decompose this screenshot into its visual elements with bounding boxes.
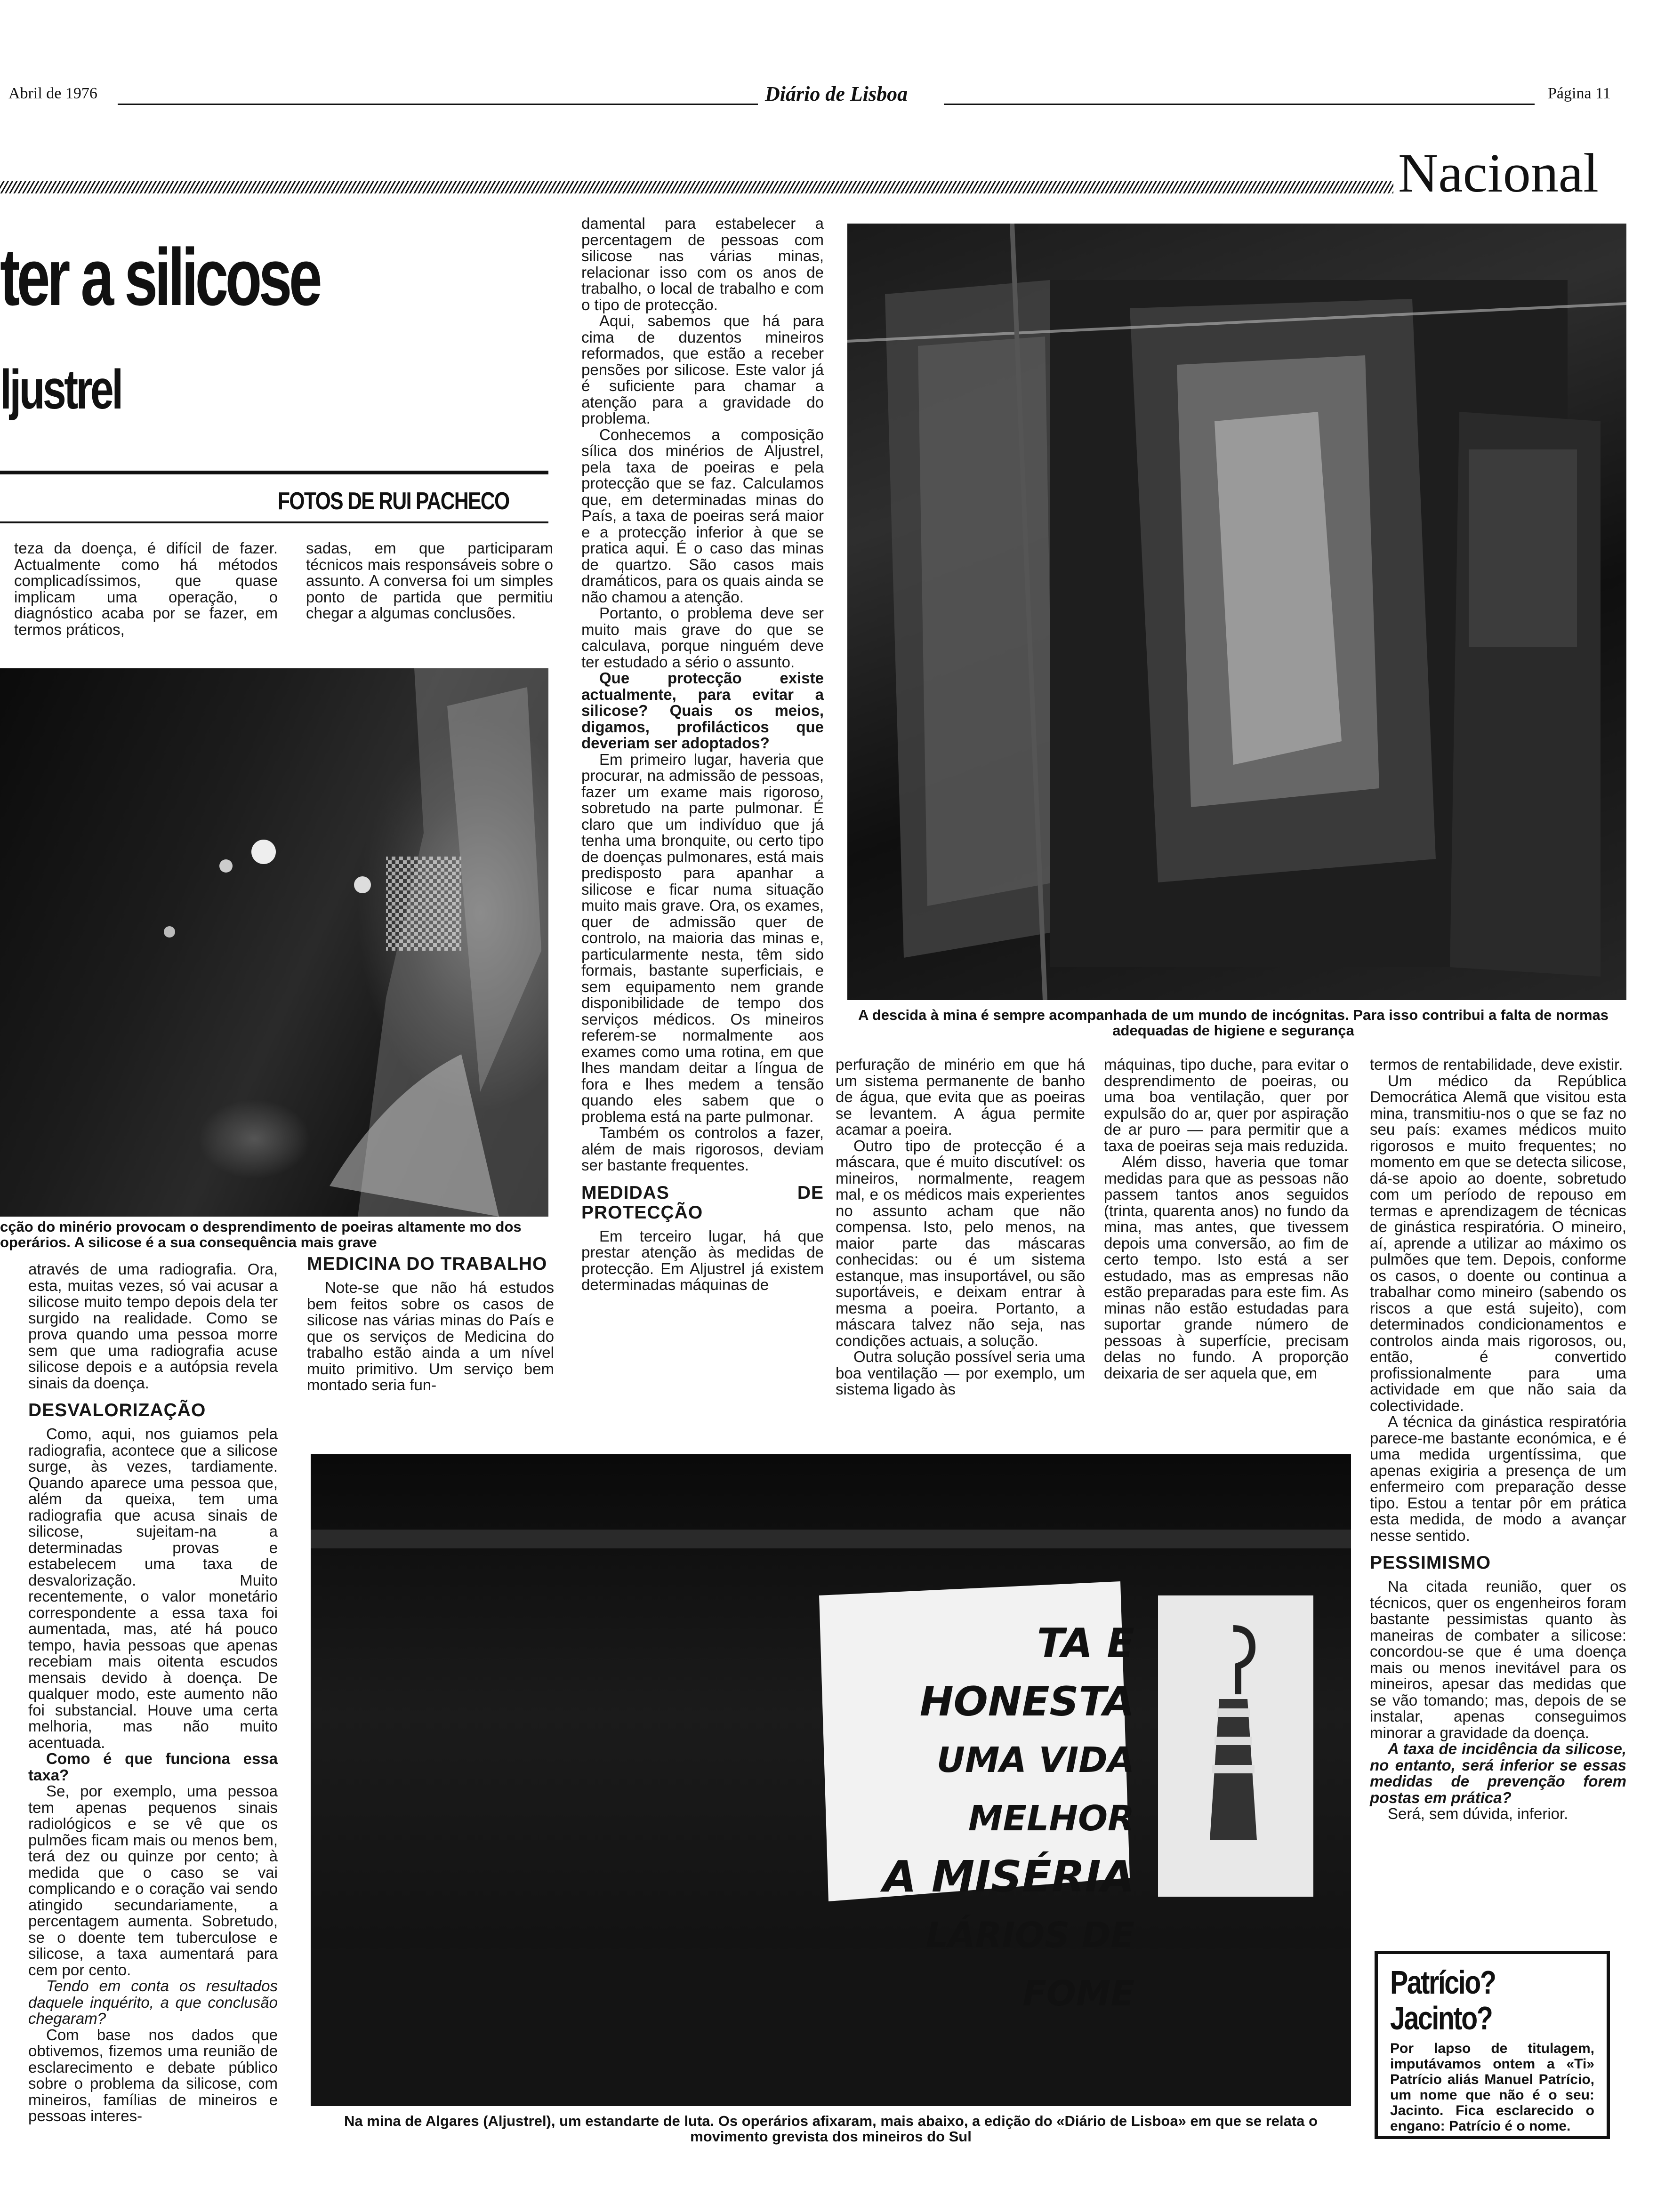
col-b-bottom [307, 1254, 554, 1394]
photo2-texture [847, 224, 1626, 1000]
correction-box [1375, 1951, 1610, 2139]
correction-title-1: Patrício? [1390, 1964, 1496, 2001]
paragraph: sadas, em que participaram técnicos mais responsáveis sobre o assunto. A conversa foi um simples ponto de partida que permitiu chegar a algumas conclusões. [306, 539, 553, 622]
photo-protest-banner [311, 1454, 1351, 2106]
paragraph: Portanto, o problema deve ser muito mais grave do que se calculava, porque ninguém deve ter estudado a sério o assunto. [581, 604, 824, 671]
subhead-medicina: MEDICINA DO TRABALHO [307, 1254, 547, 1274]
paragraph: Outro tipo de protecção é a máscara, que é muito discutível: os mineiros, normalmente, reagem mal, e os médicos mais experientes no assunto acham que não compensa. Isto, pelo menos, na maior parte das máscaras conhecidas: ou é um sistema estanque, mas insuportável, ou são suportáveis, e deixam entrar à mesma a poeira. Portanto, a máscara talvez não seja, nas condições actuais, a solução. [836, 1137, 1085, 1349]
interview-question: Que protecção existe actualmente, para evitar a silicose? Quais os meios, digamos, profilácticos que deveriam ser adoptados? [581, 669, 824, 752]
paragraph: Um médico da República Democrática Alemã que visitou esta mina, transmitiu-nos o que se faz no seu país: exames médicos muito rigorosos e muito frequentes; no momento em que se detecta silicose, dá-se apoio ao doente, sobretudo com um período de repouso em termas e aprendizagem de técnicas de ginástica respiratória. O mineiro, aí, aprende a utilizar ao máximo os pulmões que tem. Depois, conforme os casos, o doente ou continua a trabalhar como mineiro (sabendo os riscos a que está sujeito), com determinados condicionamentos e controlos ainda mais rigorosos, ou, então, é convertido profissionalmente para uma actividade em que não saia da colectividade. [1370, 1072, 1626, 1414]
paragraph: Com base nos dados que obtivemos, fizemos uma reunião de esclarecimento e debate público sobre o problema da silicose, com mineiros, famílias de mineiros e pessoas interes- [28, 2026, 278, 2124]
banner-line-3: A MISÉRIA [883, 1851, 1134, 1902]
headline-subtitle: ljustrel [0, 359, 121, 421]
page-number: Página 11 [1548, 85, 1611, 102]
banner-text [824, 1614, 1134, 2023]
col-e [1104, 1057, 1349, 1381]
interview-question: Como é que funciona essa taxa? [28, 1750, 278, 1784]
paragraph: Em terceiro lugar, há que prestar atenção às medidas de protecção. Em Aljustrel já existem determinadas máquinas de [581, 1227, 824, 1293]
subhead-medidas: MEDIDAS DE PROTECÇÃO [581, 1182, 824, 1223]
credit-rule [0, 521, 548, 523]
col-a-top [14, 540, 278, 638]
paragraph: Se, por exemplo, uma pessoa tem apenas pequenos sinais radiológicos e se vê que os pulmões ficam mais ou menos bem, terá dez ou quinze por cento; à medida que o caso se vai complicando e o coração vai sendo atingido secundariamente, a percentagem aumenta. Sobretudo, se o doente tem tuberculose e silicose, a taxa aumentará para cem por cento. [28, 1782, 278, 1979]
photo3-caption: Na mina de Algares (Aljustrel), um estandarte de luta. Os operários afixaram, mais abaixo, a edição do «Diário de Lisboa» em que se relata o movimento grevista dos mineiros do Sul [344, 2113, 1318, 2145]
photo-mine-descent [847, 224, 1626, 1000]
headline-rule [0, 471, 548, 474]
correction-title-2: Jacinto? [1390, 2000, 1492, 2036]
photo-miners-underground [0, 668, 548, 1217]
banner-line-4: LÁRIOS DE FOME [926, 1915, 1134, 2014]
paragraph: Como, aqui, nos guiamos pela radiografia, acontece que a silicose surge, às vezes, tardiamente. Quando aparece uma pessoa que, além da queixa, tem uma radiografia que acusa sinais de silicose, sujeitam-na a determinadas provas e estabelecem uma taxa de desvalorização. Muito recentemente, o valor monetário correspondente a essa taxa foi aumentada, mas, até há pouco tempo, havia pessoas que apenas recebiam mais oitenta escudos mensais devido à doença. De qualquer modo, este aumento não foi substancial. Houve uma certa melhoria, mas não muito acentuada. [28, 1425, 278, 1751]
issue-date: Abril de 1976 [8, 85, 97, 102]
paragraph: Note-se que não há estudos bem feitos sobre os casos de silicose nas várias minas do País e que os serviços de Medicina do trabalho estão ainda a um nível muito primitivo. Um serviço bem montado seria fun- [307, 1279, 554, 1394]
col-d [836, 1057, 1085, 1398]
photo2-caption: A descida à mina é sempre acompanhada de um mundo de incógnitas. Para isso contribui a falta de normas adequadas de higiene e segurança [858, 1007, 1609, 1039]
newspaper-name: Diário de Lisboa [765, 82, 908, 105]
masthead-rule-right [944, 104, 1535, 105]
photo1-caption: cção do minério provocam o desprendimento de poeiras altamente mo dos operários. A silicose é a sua consequência mais grave [0, 1218, 522, 1250]
paragraph: termos de rentabilidade, deve existir. [1370, 1056, 1623, 1073]
paragraph: Aqui, sabemos que há para cima de duzentos mineiros reformados, que estão a receber pensões por silicose. Este valor já é suficiente para chamar a atenção para a gravidade do problema. [581, 312, 824, 427]
headline-title: ter a silicose [0, 232, 319, 322]
col-f [1370, 1057, 1626, 1822]
paragraph: perfuração de minério em que há um sistema permanente de banho de água, que evita que as poeiras se levantem. A água permite acamar a poeira. [836, 1056, 1085, 1138]
col-c [581, 216, 824, 1293]
photo-credit: FOTOS DE RUI PACHECO [278, 488, 509, 515]
subhead-pessimismo: PESSIMISMO [1370, 1553, 1491, 1573]
paragraph: Será, sem dúvida, inferior. [1388, 1805, 1569, 1822]
paragraph: Em primeiro lugar, haveria que procurar, na admissão de pessoas, fazer um exame mais rigoroso, sobretudo na parte pulmonar. É claro que um indivíduo que já tenha uma bronquite, ou certo tipo de doenças pulmonares, está mais predisposto para apanhar a silicose e ficar numa situação muito mais grave. Ora, os exames, quer de admissão quer de controlo, na maioria das minas e, particularmente nesta, têm sido formais, bastante superficiais, e sem equipamento nem grande disponibilidade de tempo dos serviços médicos. Os mineiros referem-se normalmente aos exames como uma rotina, em que lhes mandam deitar a língua de fora e lhes medem a tensão quando eles sabem que o problema está na parte pulmonar. [581, 750, 824, 1125]
paragraph: Além disso, haveria que tomar medidas para que as pessoas não passem tantos anos seguidos (trinta, quarenta anos) no fundo da mina, mas antes, que tivessem depois uma conversão, ao fim de certo tempo. Isto está a ser estudado, mas as empresas não estão preparadas para este fim. As minas não estão estudadas para suportar grande número de pessoas à superfície, precisam delas no fundo. A proporção deixaria de ser aquela que, em [1104, 1153, 1349, 1382]
masthead [0, 75, 1657, 108]
interview-question: Tendo em conta os resultados daquele inquérito, a que conclusão chegaram? [28, 1977, 278, 2027]
banner-line-2: UMA VIDA MELHOR [936, 1740, 1134, 1839]
photo-texture [0, 668, 548, 1217]
correction-text: Por lapso de titulagem, imputávamos ontem a «Ti» Patrício aliás Manuel Patrício, um nome que não é o seu: Jacinto. Fica esclarecido o engano: Patrício é o nome. [1390, 2041, 1594, 2134]
col-a-bottom [28, 1261, 278, 2124]
paragraph: Outra solução possível seria uma boa ventilação — por exemplo, um sistema ligado às [836, 1348, 1085, 1398]
section-title: Nacional [1398, 142, 1599, 204]
interview-question: A taxa de incidência da silicose, no entanto, será inferior se essas medidas de prevenção forem postas em prática? [1370, 1740, 1626, 1806]
paragraph: através de uma radiografia. Ora, esta, muitas vezes, só vai acusar a silicose muito tempo depois dela ter surgido na realidade. Como se prova quando uma pessoa morre sem que uma radiografia acuse silicose depois e a autópsia revela sinais da doença. [28, 1260, 278, 1392]
paragraph: Na citada reunião, quer os técnicos, quer os engenheiros foram bastante pessimistas quanto às maneiras de combater a silicose: concordou-se que é uma doença mais ou menos inevitável para os mineiros, apesar das medidas que se vão tomando; mas, depois de se instalar, apenas conseguimos minorar a gravidade da doença. [1370, 1578, 1626, 1741]
paragraph: damental para estabelecer a percentagem de pessoas com silicose nas várias minas, relacionar isso com os anos de trabalho, o local de trabalho e com o tipo de protecção. [581, 215, 824, 313]
paragraph: Conhecemos a composição sílica dos minérios de Aljustrel, pela taxa de poeiras e pela protecção que se faz. Calculamos que, em determinadas minas do País, a taxa de poeiras será maior e a protecção inferior à que se pratica aqui. É o caso das minas de quartzo. São casos mais dramáticos, para os quais ainda se não chamou a atenção. [581, 425, 824, 606]
section-band [0, 181, 1393, 193]
paragraph: Também os controlos a fazer, além de mais rigorosos, deviam ser bastante frequentes. [581, 1124, 824, 1174]
paragraph: A técnica da ginástica respiratória parece-me bastante económica, e é uma medida urgentíssima, que apenas exigiria a presença de um enfermeiro com preparação desse tipo. Estou a tentar pôr em prática esta medida, de modo a avançar nesse sentido. [1370, 1413, 1626, 1544]
subhead-desvalorizacao: DESVALORIZAÇÃO [28, 1400, 206, 1420]
banner-line-1: TA E HONESTA [919, 1620, 1134, 1725]
paragraph: máquinas, tipo duche, para evitar o desprendimento de poeiras, ou uma boa ventilação, quer por expulsão do ar, quer por aspiração de ar puro — para permitir que a taxa de poeiras seja mais reduzida. [1104, 1056, 1349, 1154]
paragraph: teza da doença, é difícil de fazer. Actualmente como há métodos complicadíssimos, que quase implicam uma operação, o diagnóstico acaba por se fazer, em termos práticos, [14, 539, 278, 638]
masthead-rule-left [118, 104, 758, 105]
col-b-top [306, 540, 553, 622]
